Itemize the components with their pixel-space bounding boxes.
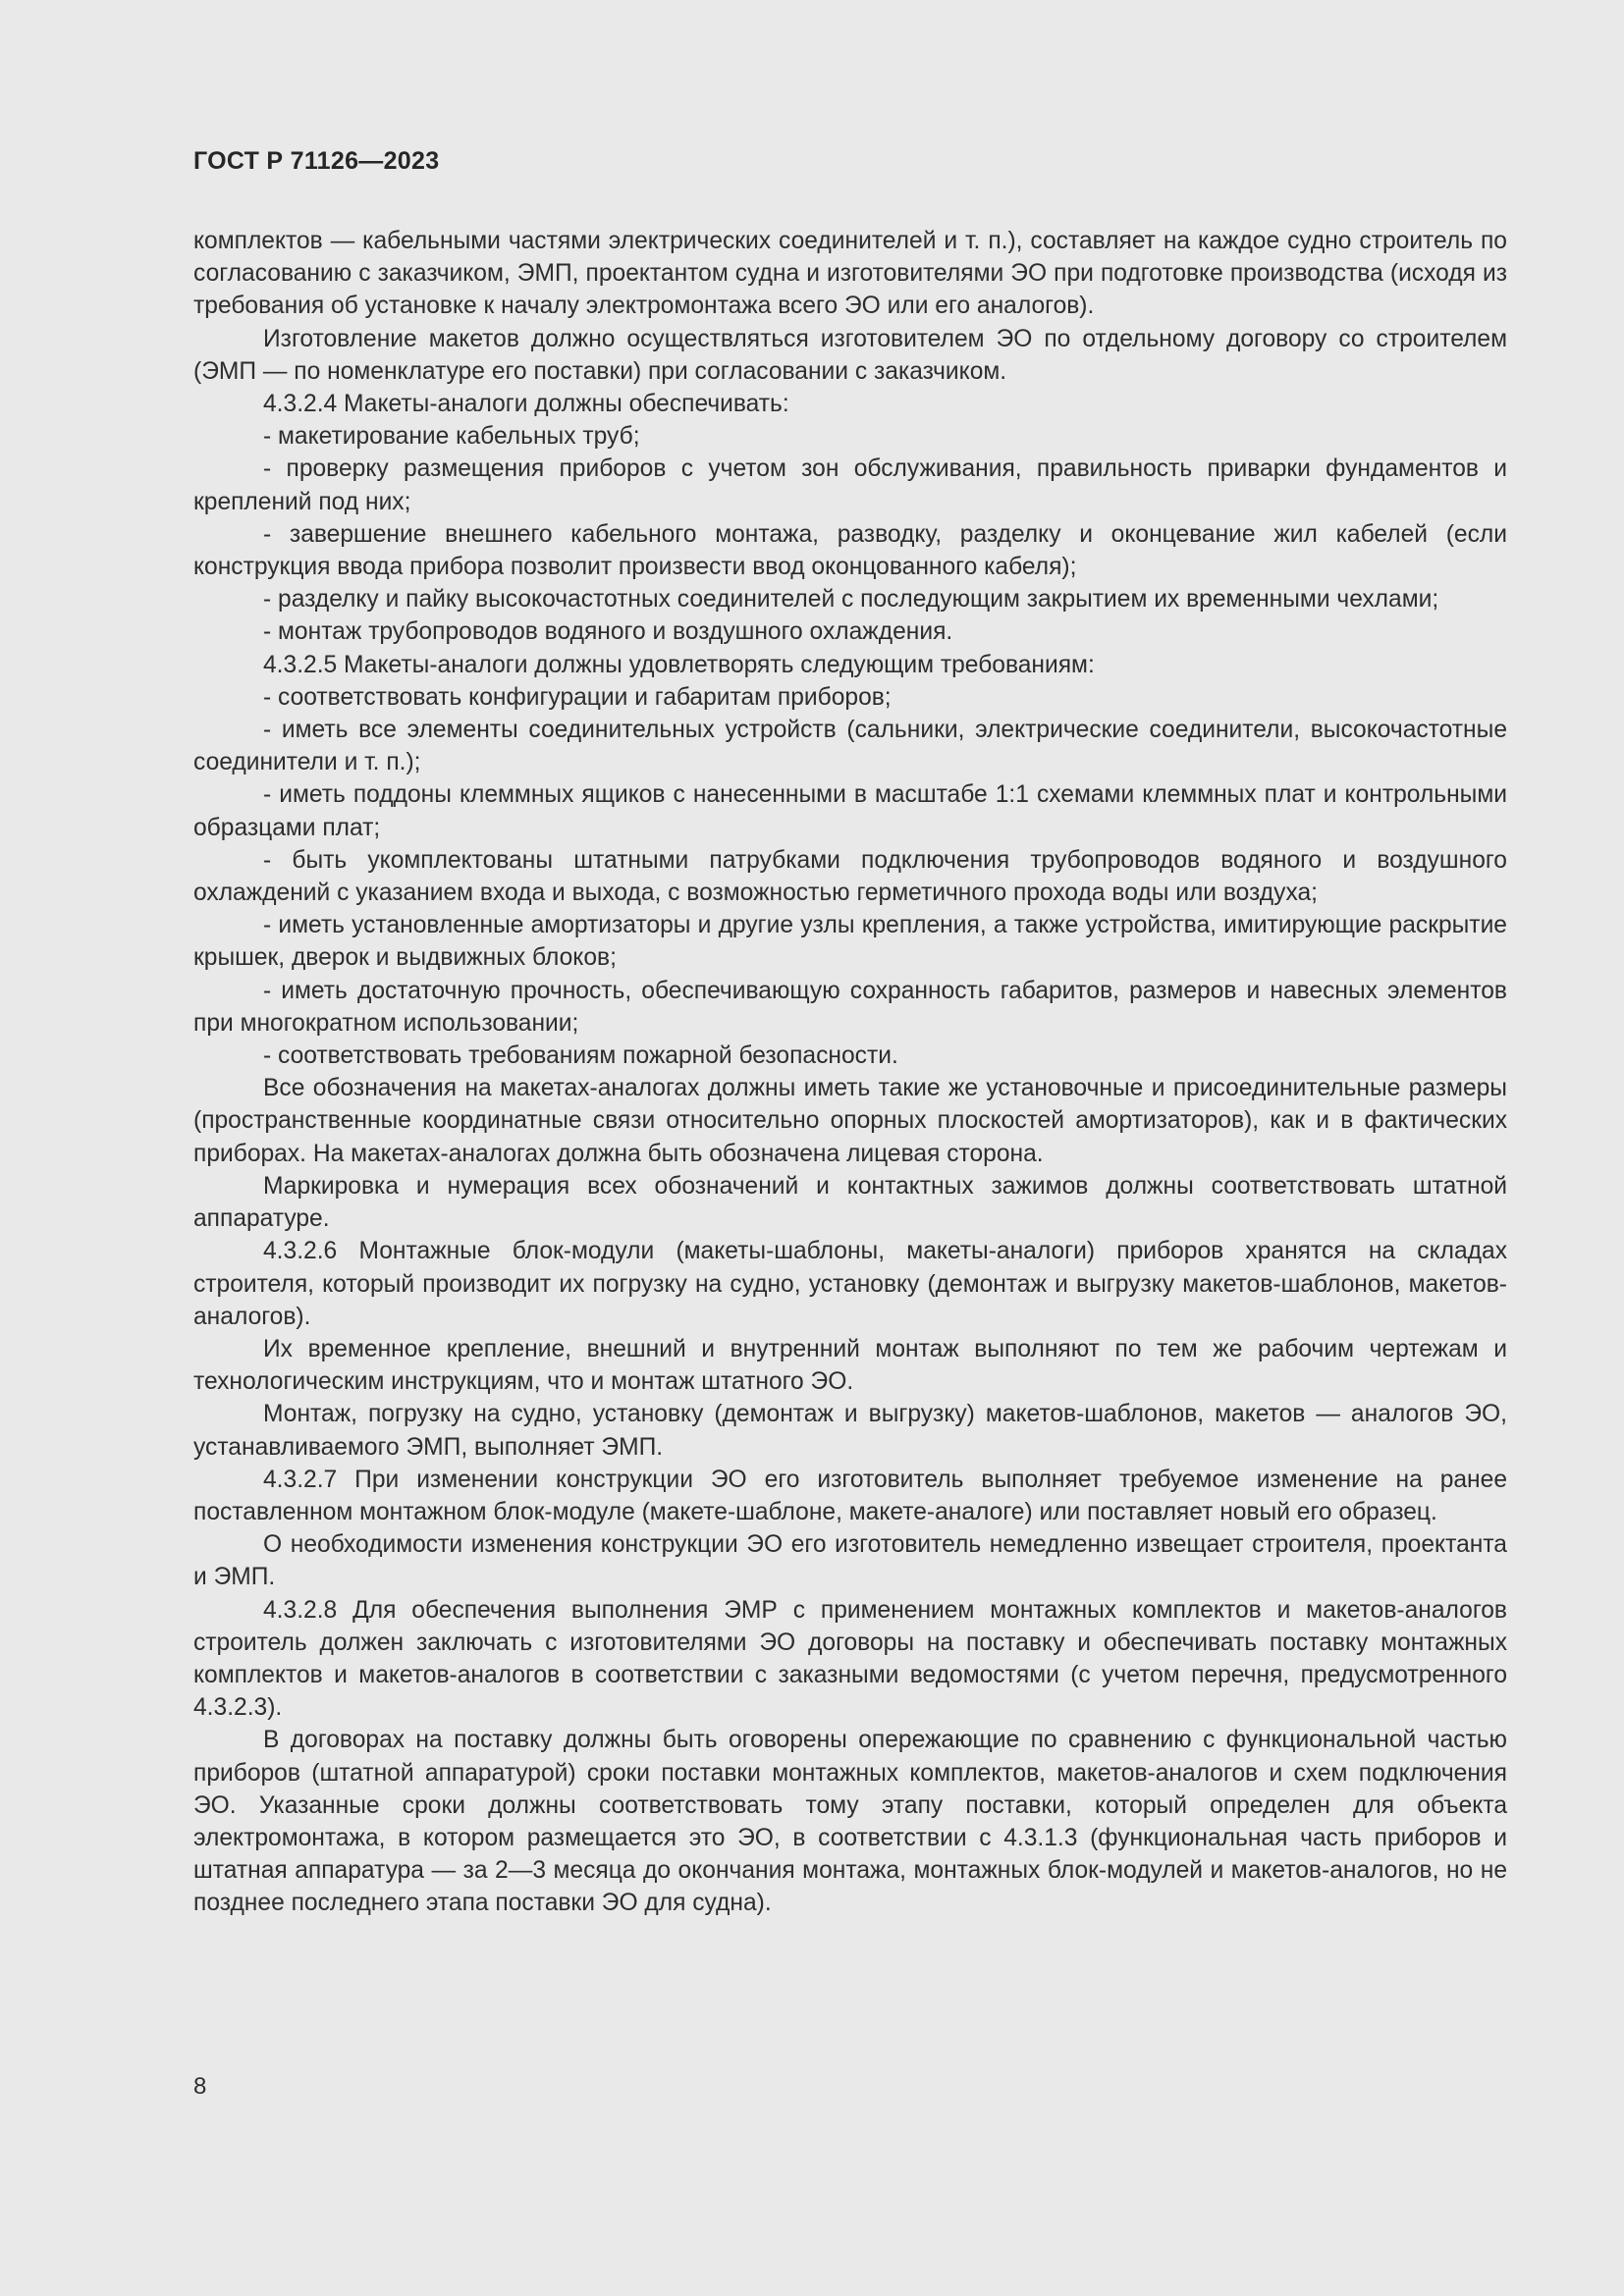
paragraph: Изготовление макетов должно осуществляться изготовителем ЭО по отдельному договору со строителем (ЭМП — по номенклатуре его поставки) при согласовании с заказчиком.: [193, 325, 1507, 385]
document-header: ГОСТ Р 71126—2023: [193, 147, 440, 175]
paragraph: комплектов — кабельными частями электрических соединителей и т. п.), составляет на каждое судно строитель по согласованию с заказчиком, ЭМП, проектантом судна и изготовителями ЭО при подготовке производства (исходя из требования об установке к началу электромонтажа всего ЭО или его аналогов).: [193, 228, 1507, 320]
list-item: - соответствовать требованиям пожарной безопасности.: [263, 1042, 898, 1070]
section-heading-4-3-2-5: 4.3.2.5 Макеты-аналоги должны удовлетворять следующим требованиям:: [263, 651, 1095, 678]
list-item: - монтаж трубопроводов водяного и воздушного охлаждения.: [263, 618, 953, 646]
paragraph: Их временное крепление, внешний и внутренний монтаж выполняют по тем же рабочим чертежам и технологическим инструкциям, что и монтаж штатного ЭО.: [193, 1335, 1507, 1396]
section-paragraph-4-3-2-6: 4.3.2.6 Монтажные блок-модули (макеты-шаблоны, макеты-аналоги) приборов хранятся на складах строителя, который производит их погрузку на судно, установку (демонтаж и выгрузку макетов-шаблонов, макетов-аналогов).: [193, 1238, 1507, 1330]
document-body: [193, 225, 1507, 1920]
list-item: - быть укомплектованы штатными патрубками подключения трубопроводов водяного и воздушного охлаждений с указанием входа и выхода, с возможностью герметичного прохода воды или воздуха;: [193, 846, 1507, 907]
paragraph: Все обозначения на макетах-аналогах должны иметь такие же установочные и присоединительные размеры (пространственные координатные связи относительно опорных плоскостей амортизаторов), как и в фактических приборах. На макетах-аналогах должна быть обозначена лицевая сторона.: [193, 1075, 1507, 1167]
section-paragraph-4-3-2-8: 4.3.2.8 Для обеспечения выполнения ЭМР с применением монтажных комплектов и макетов-аналогов строитель должен заключать с изготовителями ЭО договоры на поставку и обеспечивать поставку монтажных комплектов и макетов-аналогов в соответствии с заказными ведомостями (с учетом перечня, предусмотренного 4.3.2.3).: [193, 1596, 1507, 1722]
list-item: - иметь поддоны клеммных ящиков с нанесенными в масштабе 1:1 схемами клеммных плат и контрольными образцами плат;: [193, 781, 1507, 841]
section-paragraph-4-3-2-7: 4.3.2.7 При изменении конструкции ЭО его изготовитель выполняет требуемое изменение на ранее поставленном монтажном блок-модуле (макете-шаблоне, макете-аналоге) или поставляет новый его образец.: [193, 1466, 1507, 1525]
list-item: - соответствовать конфигурации и габаритам приборов;: [263, 683, 892, 711]
list-item: - проверку размещения приборов с учетом зон обслуживания, правильность приварки фундаментов и креплений под них;: [193, 455, 1507, 515]
list-item: - иметь все элементы соединительных устройств (сальники, электрические соединители, высокочастотные соединители и т. п.);: [193, 717, 1507, 776]
list-item: - иметь достаточную прочность, обеспечивающую сохранность габаритов, размеров и навесных элементов при многократном использовании;: [193, 977, 1507, 1037]
list-item: - иметь установленные амортизаторы и другие узлы крепления, а также устройства, имитирующие раскрытие крышек, дверок и выдвижных блоков;: [193, 912, 1507, 972]
page-number: 8: [193, 2073, 207, 2100]
paragraph: О необходимости изменения конструкции ЭО его изготовитель немедленно извещает строителя, проектанта и ЭМП.: [193, 1531, 1507, 1591]
paragraph: Монтаж, погрузку на судно, установку (демонтаж и выгрузку) макетов-шаблонов, макетов — аналогов ЭО, устанавливаемого ЭМП, выполняет ЭМП.: [193, 1401, 1507, 1461]
list-item: - макетирование кабельных труб;: [263, 423, 640, 451]
list-item: - разделку и пайку высокочастотных соединителей с последующим закрытием их временными чехлами;: [263, 586, 1439, 614]
paragraph: Маркировка и нумерация всех обозначений и контактных зажимов должны соответствовать штатной аппаратуре.: [193, 1172, 1507, 1233]
list-item: - завершение внешнего кабельного монтажа, разводку, разделку и оконцевание жил кабелей (если конструкция ввода прибора позволит произвести ввод оконцованного кабеля);: [193, 520, 1507, 581]
section-heading-4-3-2-4: 4.3.2.4 Макеты-аналоги должны обеспечивать:: [263, 391, 789, 418]
paragraph: В договорах на поставку должны быть оговорены опережающие по сравнению с функциональной частью приборов (штатной аппаратурой) сроки поставки монтажных комплектов, макетов-аналогов и схем подключения ЭО. Указанные сроки должны соответствовать тому этапу поставки, который определен для объекта электромонтажа, в котором размещается это ЭО, в соответствии с 4.3.1.3 (функциональная часть приборов и штатная аппаратура — за 2—3 месяца до окончания монтажа, монтажных блок-модулей и макетов-аналогов, но не позднее последнего этапа поставки ЭО для судна).: [193, 1727, 1507, 1917]
